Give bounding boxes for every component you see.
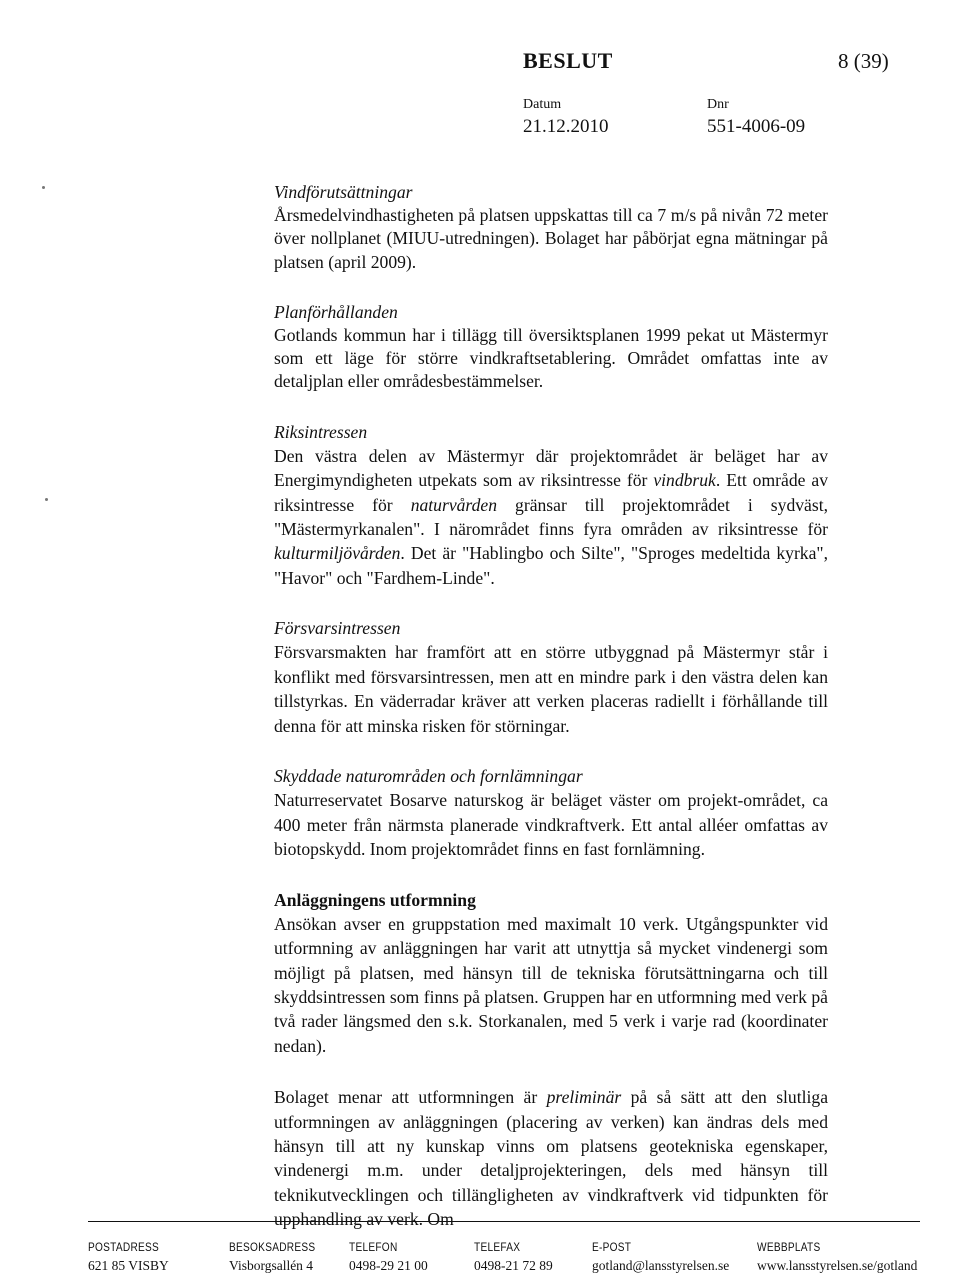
- section-title: Vindförutsättningar: [274, 182, 413, 202]
- footer-telefon: [349, 1239, 428, 1275]
- section-text: Gotlands kommun har i tillägg till översiktsplanen 1999 pekat ut Mästermyr som ett läge för större vindkraftsetablering. Området omfattas inte av detaljplan eller områdesbestämmelser.: [274, 325, 828, 392]
- section-title: Försvarsintressen: [274, 618, 401, 639]
- dnr-value: 551-4006-09: [707, 116, 806, 137]
- footer-email-link[interactable]: gotland@lansstyrelsen.se: [592, 1258, 730, 1273]
- section-title: Planförhållanden: [274, 301, 398, 322]
- footer-divider: [88, 1221, 920, 1222]
- text-run: Den västra delen av Mästermyr där projektområdet är beläget har av Energimyndigheten utpekats som av riksintresse för: [274, 445, 828, 491]
- emphasis-text: vindbruk: [653, 470, 716, 491]
- text-run: . Ett område av riksintresse för: [274, 470, 828, 515]
- footer-epost: [592, 1239, 729, 1275]
- section-text: Försvarsmakten har framfört att en större utbyggnad på Mästermyr står i konflikt med försvarsintressen, men att en mindre park i den västra delen kan tillstyrkas. En väderradar kräver att verken placeras radiellt i förhållande till denna för att minska risken för störningar.: [274, 642, 828, 736]
- section-vindforutsattningar: [274, 181, 828, 274]
- document-body: [274, 181, 828, 1259]
- emphasis-text: kulturmiljövården: [274, 543, 401, 564]
- section-title: Riksintressen: [274, 421, 368, 442]
- section-text: Årsmedelvindhastigheten på platsen uppskattas till ca 7 m/s på nivån 72 meter över nollplanet (MIUU-utredningen). Bolaget har påbörjat egna mätningar på platsen (april 2009).: [274, 205, 828, 272]
- footer-website-link[interactable]: www.lansstyrelsen.se/gotland: [757, 1258, 918, 1273]
- footer-value: Visborgsallén 4: [229, 1258, 314, 1273]
- text-run: gränsar till projektområdet i sydväst, "Mästermyrkanalen". I närområdet finns fyra områden av riksintresse för: [274, 494, 828, 540]
- section-text: Naturreservatet Bosarve naturskog är beläget väster om projekt-området, ca 400 meter från närmsta planerade vindkraftverk. Ett antal alléer omfattas av biotopskydd. Inom projektområdet finns en fast fornlämning.: [274, 790, 828, 860]
- footer-label: WEBBPLATS: [757, 1242, 821, 1254]
- text-run: Bolaget menar att utformningen är: [274, 1087, 547, 1108]
- emphasis-text: naturvården: [410, 494, 498, 515]
- section-bolaget: [274, 1085, 828, 1231]
- section-skyddade-naturomraden: [274, 765, 828, 861]
- section-forsvarsintressen: [274, 617, 828, 738]
- footer-postadress: [88, 1239, 169, 1275]
- date-value: 21.12.2010: [523, 116, 609, 137]
- footer-telefax: [474, 1239, 553, 1275]
- page-number: 8 (39): [838, 49, 889, 73]
- text-run: . Det är "Hablingbo och Silte", "Sproges medeltida kyrka", "Havor" och "Fardhem-Linde".: [274, 543, 828, 588]
- text-run: på så sätt att den slutliga utformningen av anläggningen (placering av verken) kan ändras dels med hänsyn till att ny kunskap vinns om platsens geotekniska egenskaper, vindenergi m.m. under detaljprojekteringen, dels med hänsyn till teknikutvecklingen och tillängligheten av vindkraftverk vid tidpunkten för upphandling av verk. Om: [274, 1087, 828, 1230]
- section-anlaggningens-utformning: [274, 889, 828, 1059]
- scan-speck: [42, 186, 45, 189]
- footer-value: 0498-29 21 00: [349, 1258, 428, 1273]
- section-riksintressen: [274, 421, 828, 591]
- footer-label: TELEFAX: [474, 1242, 521, 1254]
- footer-value: 621 85 VISBY: [88, 1258, 169, 1273]
- section-planforhallanden: [274, 301, 828, 394]
- scan-speck: [45, 498, 48, 501]
- footer-label: E-POST: [592, 1242, 632, 1254]
- footer-label: POSTADRESS: [88, 1242, 160, 1254]
- emphasis-text: preliminär: [546, 1087, 622, 1108]
- section-title: Skyddade naturområden och fornlämningar: [274, 766, 583, 787]
- document-type-title: BESLUT: [523, 48, 613, 73]
- section-text: [274, 1085, 828, 1231]
- date-label: Datum: [523, 97, 562, 112]
- footer-label: BESÖKSADRESS: [229, 1242, 316, 1254]
- dnr-label: Dnr: [707, 97, 729, 112]
- footer-webbplats: [757, 1239, 917, 1275]
- section-title: Anläggningens utformning: [274, 889, 476, 910]
- footer-besoksadress: [229, 1239, 327, 1275]
- footer-label: TELEFON: [349, 1242, 398, 1254]
- section-text: [274, 444, 828, 590]
- section-text: Ansökan avser en gruppstation med maximalt 10 verk. Utgångspunkter vid utformning av anläggningen har varit att utnyttja så mycket vindenergi som möjligt på platsen, med hänsyn till de tekniska förutsättningarna och till skyddsintressen som finns på platsen. Gruppen har en utformning med verk på två rader längsmed den s.k. Storkanalen, med 5 verk i varje rad (koordinater nedan).: [274, 913, 828, 1056]
- footer-value: 0498-21 72 89: [474, 1258, 553, 1273]
